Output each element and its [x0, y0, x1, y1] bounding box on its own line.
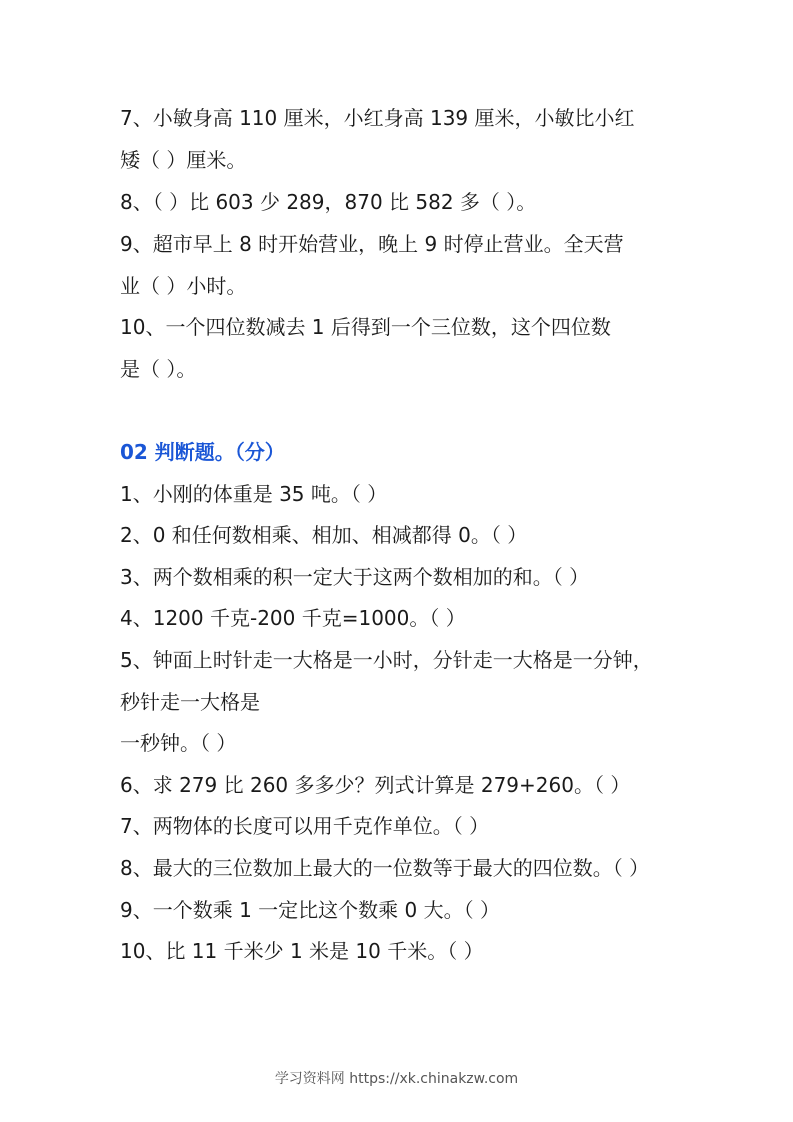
- section-heading: 02 判断题。（分）: [120, 440, 285, 464]
- judge-question-6: 6、求 279 比 260 多多少？列式计算是 279+260。（ ）: [120, 773, 631, 797]
- judge-question-9: 9、一个数乘 1 一定比这个数乘 0 大。（ ）: [120, 898, 500, 922]
- judge-question-1: 1、小刚的体重是 35 吨。（ ）: [120, 482, 388, 506]
- judge-question-5-line-3: 一秒钟。（ ）: [120, 731, 237, 755]
- page-footer: 学习资料网 https://xk.chinakzw.com: [274, 1071, 519, 1087]
- question-9-line-1: 9、超市早上 8 时开始营业，晚上 9 时停止营业。全天营: [120, 232, 624, 256]
- question-7-line-2: 矮（ ）厘米。: [120, 148, 247, 172]
- judge-question-3: 3、两个数相乘的积一定大于这两个数相加的和。（ ）: [120, 565, 590, 589]
- judge-question-8: 8、最大的三位数加上最大的一位数等于最大的四位数。（ ）: [120, 856, 650, 880]
- question-7-line-1: 7、小敏身高 110 厘米，小红身高 139 厘米，小敏比小红: [120, 106, 635, 130]
- question-9-line-2: 业（ ）小时。: [120, 274, 247, 298]
- judge-question-10: 10、比 11 千米少 1 米是 10 千米。（ ）: [120, 939, 484, 963]
- question-8: 8、（ ）比 603 少 289，870 比 582 多（ ）。: [120, 190, 537, 214]
- judge-question-5-line-1: 5、钟面上时针走一大格是一小时，分针走一大格是一分钟，: [120, 648, 653, 672]
- question-10-line-1: 10、一个四位数减去 1 后得到一个三位数，这个四位数: [120, 315, 611, 339]
- judge-question-2: 2、0 和任何数相乘、相加、相减都得 0。（ ）: [120, 523, 528, 547]
- judge-question-5-line-2: 秒针走一大格是: [120, 690, 260, 714]
- judge-question-7: 7、两物体的长度可以用千克作单位。（ ）: [120, 814, 490, 838]
- judge-question-4: 4、1200 千克-200 千克=1000。（ ）: [120, 606, 466, 630]
- question-10-line-2: 是（ ）。: [120, 357, 197, 381]
